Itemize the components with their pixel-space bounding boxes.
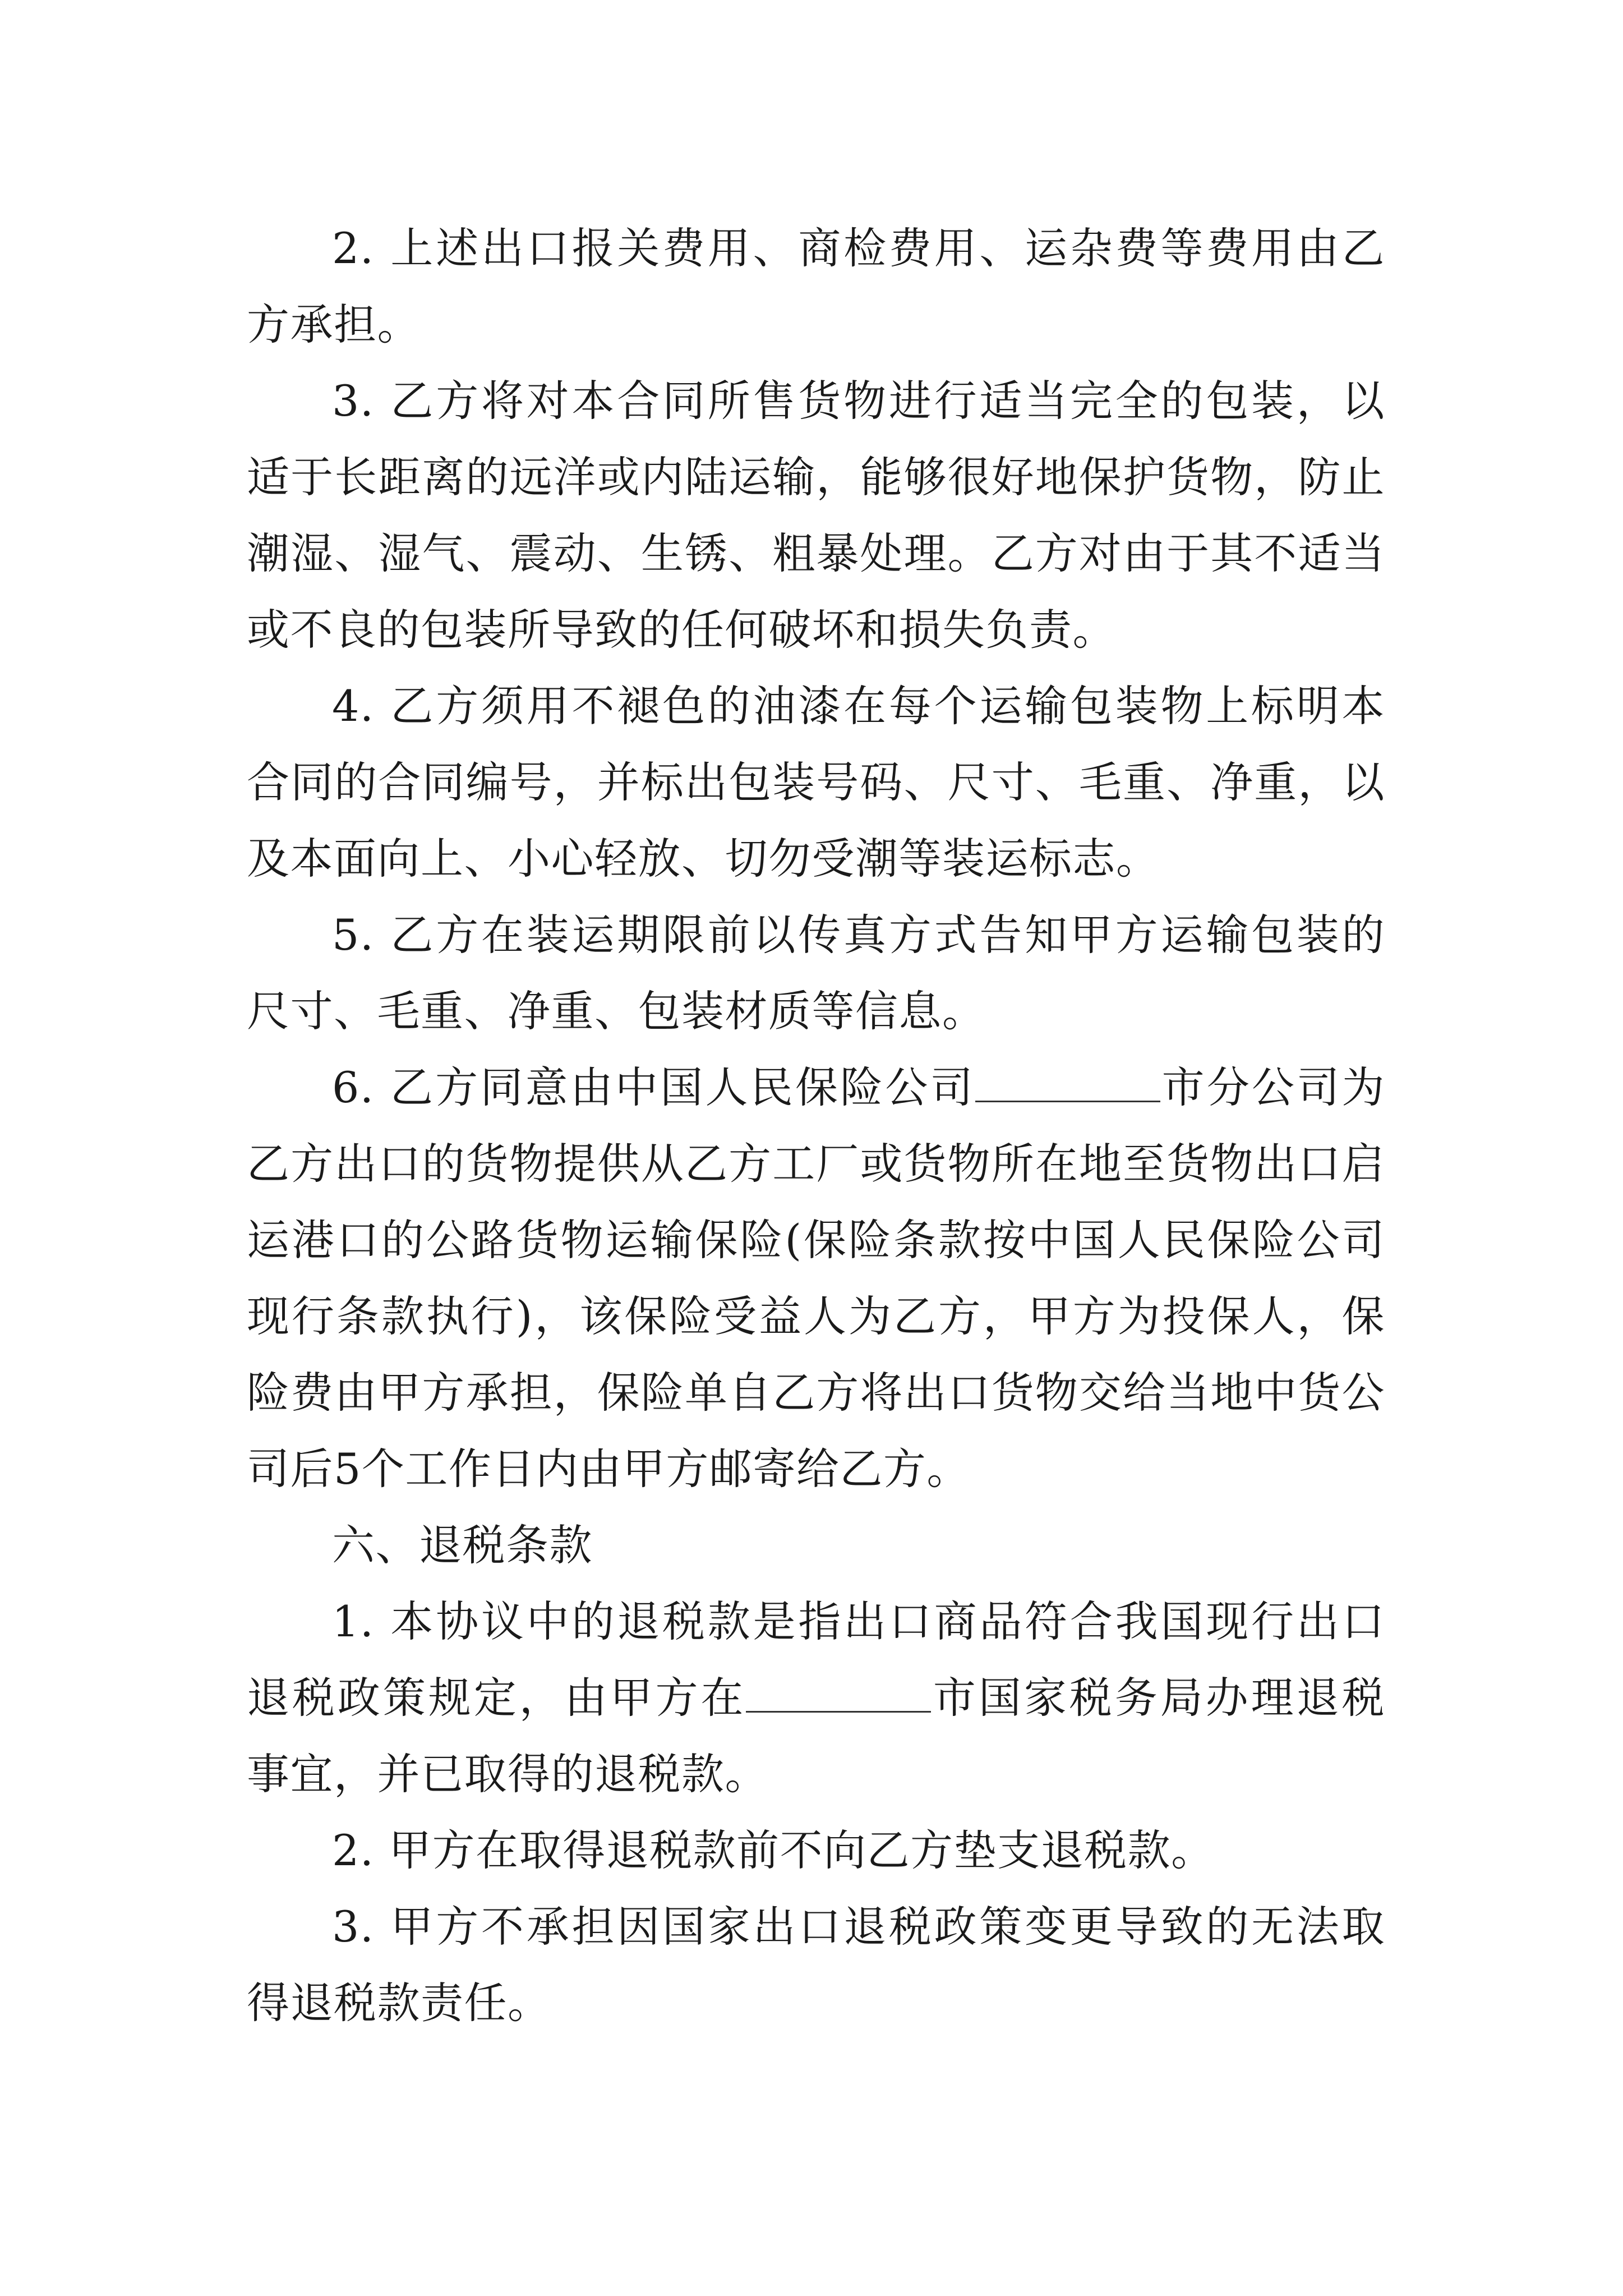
fill-in-blank-city — [975, 1096, 1160, 1102]
section-heading-tax-refund: 六、退税条款 — [332, 1520, 593, 1570]
clause-5-5: 5. 乙方在装运期限前以传真方式告知甲方运输包装的尺寸、毛重、净重、包装材质等信息。 — [247, 910, 1385, 1036]
clause-5-2: 2. 上述出口报关费用、商检费用、运杂费等费用由乙方承担。 — [247, 223, 1385, 349]
clause-6-1-text-a: 1. 本协议中的退税款是指出口商品符合我国现行出口退税政策规定，由甲方在 — [247, 1596, 1385, 1723]
clause-6-1-text-b: 市国家税务局办理退税事宜，并已取得的退税款。 — [247, 1673, 1386, 1799]
clause-6-2: 2. 甲方在取得退税款前不向乙方垫支退税款。 — [332, 1825, 1215, 1875]
fill-in-blank-tax-city — [746, 1706, 931, 1713]
document-page — [247, 210, 1385, 2041]
clause-5-6 — [247, 1050, 1385, 1507]
clause-5-3: 3. 乙方将对本合同所售货物进行适当完全的包装，以适于长距离的远洋或内陆运输，能够很好地保护货物，防止潮湿、湿气、震动、生锈、粗暴处理。乙方对由于其不适当或不良的包装所导致的任何破坏和损失负责。 — [247, 376, 1385, 655]
clause-5-4: 4. 乙方须用不褪色的油漆在每个运输包装物上标明本合同的合同编号，并标出包装号码、尺寸、毛重、净重，以及本面向上、小心轻放、切勿受潮等装运标志。 — [247, 681, 1385, 884]
clause-6-3: 3. 甲方不承担因国家出口退税政策变更导致的无法取得退税款责任。 — [247, 1902, 1385, 2028]
clause-5-6-text-a: 6. 乙方同意由中国人民保险公司 — [332, 1062, 975, 1112]
clause-6-1 — [247, 1584, 1385, 1812]
clause-5-6-text-b: 市分公司为乙方出口的货物提供从乙方工厂或货物所在地至货物出口启运港口的公路货物运输保险(保险条款按中国人民保险公司现行条款执行)，该保险受益人为乙方，甲方为投保人，保险费由甲方承担，保险单自乙方将出口货物交给当地中货公司后5个工作日内由甲方邮寄给乙方。 — [247, 1062, 1385, 1494]
